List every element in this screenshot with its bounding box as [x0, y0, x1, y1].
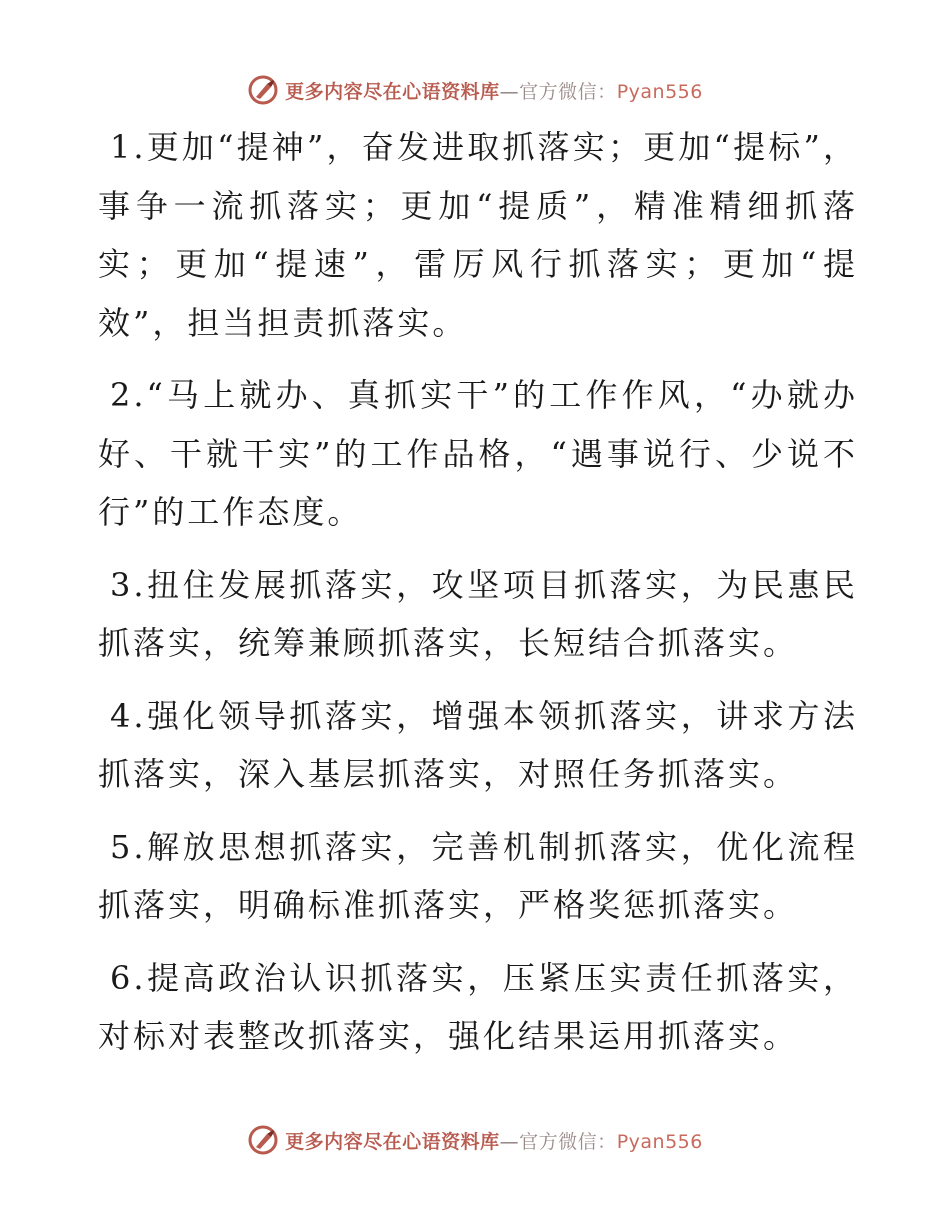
paragraph-number: 1.	[110, 128, 147, 166]
header-watermark	[0, 70, 950, 110]
paragraph	[98, 949, 858, 1066]
paragraph-number: 2.	[110, 376, 147, 414]
banner-separator: —	[499, 1130, 520, 1153]
paragraph	[98, 118, 858, 352]
paragraph-number: 4.	[110, 696, 147, 735]
wechat-id: Pyan556	[616, 1130, 703, 1153]
wechat-id: Pyan556	[616, 80, 703, 103]
pen-logo-icon	[247, 74, 279, 106]
paragraph	[98, 687, 858, 804]
paragraph-text: 提高政治认识抓落实，压紧压实责任抓落实，对标对表整改抓落实，强化结果运用抓落实。	[98, 958, 858, 1055]
paragraph-text: 强化领导抓落实，增强本领抓落实，讲求方法抓落实，深入基层抓落实，对照任务抓落实。	[98, 696, 858, 793]
pen-logo-icon	[247, 1124, 279, 1156]
wechat-label: 官方微信：	[519, 1130, 617, 1153]
banner-separator: —	[499, 80, 520, 103]
footer-watermark	[0, 1120, 950, 1160]
paragraph-text: 解放思想抓落实，完善机制抓落实，优化流程抓落实，明确标准抓落实，严格奖惩抓落实。	[98, 827, 858, 924]
paragraph	[98, 556, 858, 673]
paragraph-text: 扭住发展抓落实，攻坚项目抓落实，为民惠民抓落实，统筹兼顾抓落实，长短结合抓落实。	[98, 565, 858, 662]
paragraph-number: 5.	[110, 827, 147, 866]
paragraph-text: “马上就办、真抓实干”的工作作风，“办就办好、干就干实”的工作品格，“遇事说行、少说不行”的工作态度。	[98, 376, 858, 531]
paragraph-text: 更加“提神”，奋发进取抓落实；更加“提标”，事争一流抓落实；更加“提质”，精准精细抓落实；更加“提速”，雷厉风行抓落实；更加“提效”，担当担责抓落实。	[98, 128, 858, 342]
paragraph	[98, 818, 858, 935]
paragraph-number: 6.	[110, 958, 147, 997]
banner-text: 更多内容尽在心语资料库	[285, 80, 500, 103]
wechat-label: 官方微信：	[519, 80, 617, 103]
paragraph	[98, 366, 858, 542]
banner-text: 更多内容尽在心语资料库	[285, 1130, 500, 1153]
paragraph-number: 3.	[110, 565, 147, 604]
document-body	[98, 118, 858, 1080]
